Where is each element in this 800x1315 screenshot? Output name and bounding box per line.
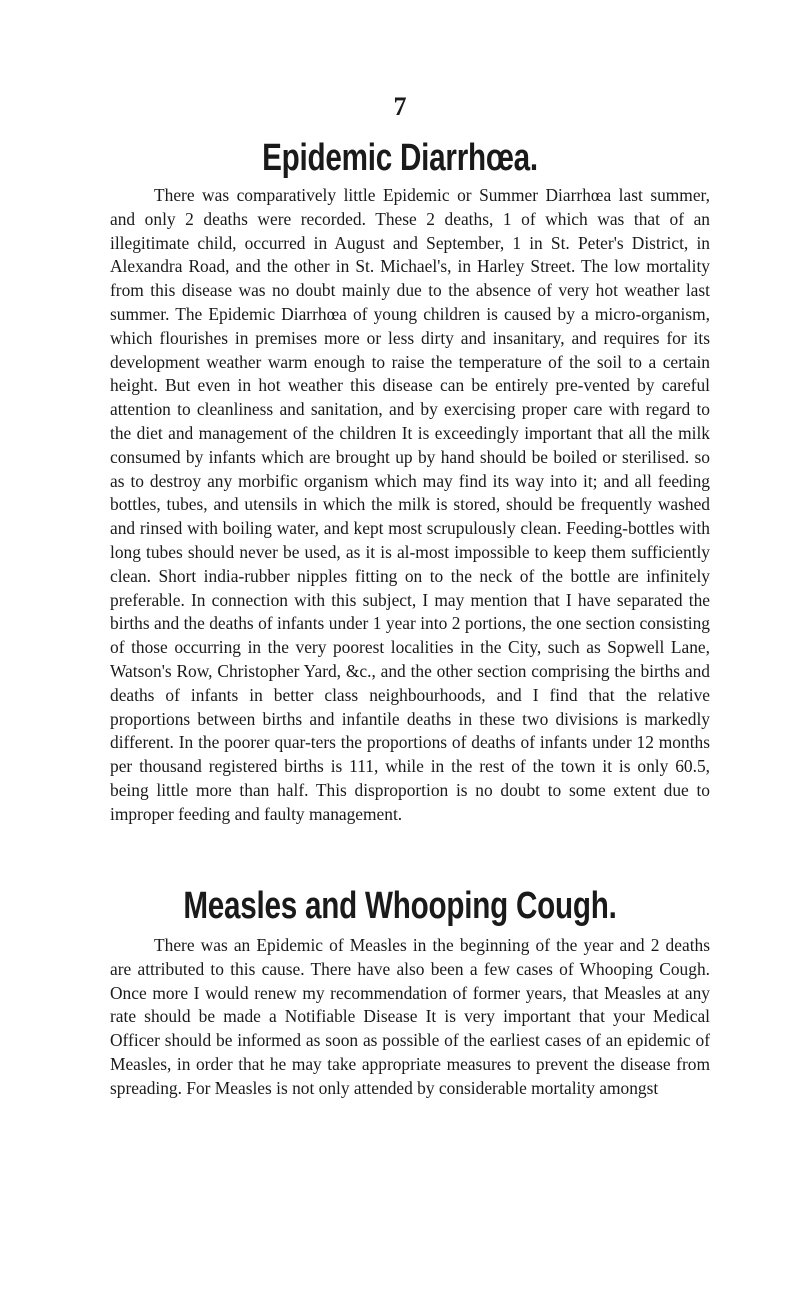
section-heading-epidemic-diarrhoea: Epidemic Diarrhœa. <box>262 137 538 179</box>
section-heading-measles-whooping-cough: Measles and Whooping Cough. <box>183 885 617 927</box>
section-body-epidemic-diarrhoea: There was comparatively little Epidemic or Summer Diarrhœa last summer, and only 2 deaths were recorded. These 2 deaths, 1 of which was that of an illegitimate child, occurred in August and September, 1 in St. Peter's District, in Alexandra Road, and the other in St. Michael's, in Harley Street. The low mortality from this disease was no doubt mainly due to the absence of very hot weather last summer. The Epidemic Diarrhœa of young children is caused by a micro-organism, which flourishes in premises more or less dirty and insanitary, and requires for its development weather warm enough to raise the temperature of the soil to a certain height. But even in hot weather this disease can be entirely pre-vented by careful attention to cleanliness and sanitation, and by exercising proper care with regard to the diet and management of the children It is exceedingly important that all the milk consumed by infants which are brought up by hand should be boiled or sterilised. so as to destroy any morbific organism which may find its way into it; and all feeding bottles, tubes, and utensils in which the milk is stored, should be frequently washed and rinsed with boiling water, and kept most scrupulously clean. Feeding-bottles with long tubes should never be used, as it is al-most impossible to keep them sufficiently clean. Short india-rubber nipples fitting on to the neck of the bottle are infinitely preferable. In connection with this subject, I may mention that I have separated the births and the deaths of infants under 1 year into 2 portions, the one section consisting of those occurring in the very poorest localities in the City, such as Sopwell Lane, Watson's Row, Christopher Yard, &c., and the other section comprising the births and deaths of infants in better class neighbourhoods, and I find that the relative proportions between births and infantile deaths in these two divisions is markedly different. In the poorer quar-ters the proportions of deaths of infants under 12 months per thousand registered births is 111, while in the rest of the town it is only 60.5, being little more than half. This disproportion is no doubt to some extent due to improper feeding and faulty management. <box>110 185 710 824</box>
section-body-measles-whooping-cough: There was an Epidemic of Measles in the beginning of the year and 2 deaths are attributed to this cause. There have also been a few cases of Whooping Cough. Once more I would renew my recommendation of former years, that Measles at any rate should be made a Notifiable Disease It is very important that your Medical Officer should be informed as soon as possible of the earliest cases of an epidemic of Measles, in order that he may take appropriate measures to prevent the disease from spreading. For Measles is not only attended by considerable mortality amongst <box>110 935 710 1098</box>
page-number: 7 <box>393 92 407 121</box>
